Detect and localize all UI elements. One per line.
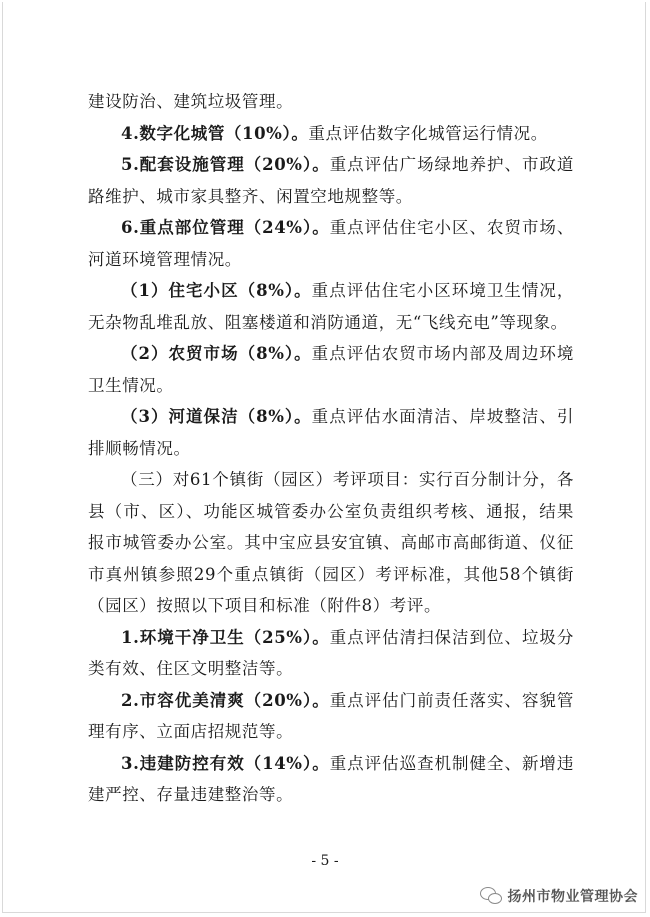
paragraph-5-heading: （1）住宅小区（8%）。 <box>121 281 312 300</box>
paragraph-11-text: 重点评估巡查机制健全、新增违建严控、存量违建整治等。 <box>88 753 575 804</box>
paragraph-7-text: 重点评估水面清洁、岸坡整洁、引排顺畅情况。 <box>88 407 574 458</box>
paragraph-11-heading: 3.违建防控有效（14%）。 <box>121 753 330 773</box>
document-body <box>88 86 574 811</box>
paragraph-8 <box>88 464 574 622</box>
paragraph-11 <box>88 748 574 811</box>
paragraph-2-text: 重点评估数字化城管运行情况。 <box>308 123 548 143</box>
page-number: - 5 - <box>311 853 339 869</box>
paragraph-6 <box>88 338 574 401</box>
paragraph-2-heading: 4.数字化城管（10%）。 <box>121 123 309 143</box>
paragraph-3-heading: 5.配套设施管理（20%）。 <box>121 155 330 174</box>
paragraph-9 <box>88 622 574 685</box>
paragraph-10 <box>88 685 574 748</box>
paragraph-8-text: （三）对61个镇街（园区）考评项目：实行百分制计分，各县（市、区）、功能区城管委办公室负责组织考核、通报，结果报市城管委办公室。其中宝应县安宜镇、高邮市高邮街道、仪征市真州镇参照29个重点镇街（园区）考评标准，其他58个镇街（园区）按照以下项目和标准（附件8）考评。 <box>88 470 574 615</box>
paragraph-10-heading: 2.市容优美清爽（20%）。 <box>121 690 330 710</box>
wechat-icon <box>480 887 502 905</box>
paragraph-5 <box>88 275 574 338</box>
paragraph-6-heading: （2）农贸市场（8%）。 <box>121 344 312 363</box>
paragraph-10-text: 重点评估门前责任落实、容貌管理有序、立面店招规范等。 <box>88 690 575 741</box>
paragraph-1-text: 建设防治、建筑垃圾管理。 <box>88 92 294 111</box>
paragraph-3-text: 重点评估广场绿地养护、市政道路维护、城市家具整齐、闲置空地规整等。 <box>88 155 575 206</box>
paragraph-5-text: 重点评估住宅小区环境卫生情况，无杂物乱堆乱放、阻塞楼道和消防通道，无“飞线充电”等现象。 <box>88 281 574 332</box>
paragraph-9-text: 重点评估清扫保洁到位、垃圾分类有效、住区文明整洁等。 <box>88 627 575 678</box>
watermark <box>480 883 639 909</box>
paragraph-3 <box>88 149 574 212</box>
paragraph-7 <box>88 401 574 464</box>
paragraph-9-heading: 1.环境干净卫生（25%）。 <box>121 627 330 647</box>
paragraph-7-heading: （3）河道保洁（8%）。 <box>121 407 312 426</box>
paragraph-4-heading: 6.重点部位管理（24%）。 <box>121 218 330 237</box>
watermark-text: 扬州市物业管理协会 <box>507 889 638 905</box>
paragraph-1 <box>88 86 574 118</box>
paragraph-2 <box>88 118 574 150</box>
paragraph-4 <box>88 212 574 275</box>
paragraph-4-text: 重点评估住宅小区、农贸市场、河道环境管理情况。 <box>88 218 575 269</box>
paragraph-6-text: 重点评估农贸市场内部及周边环境卫生情况。 <box>88 344 574 395</box>
